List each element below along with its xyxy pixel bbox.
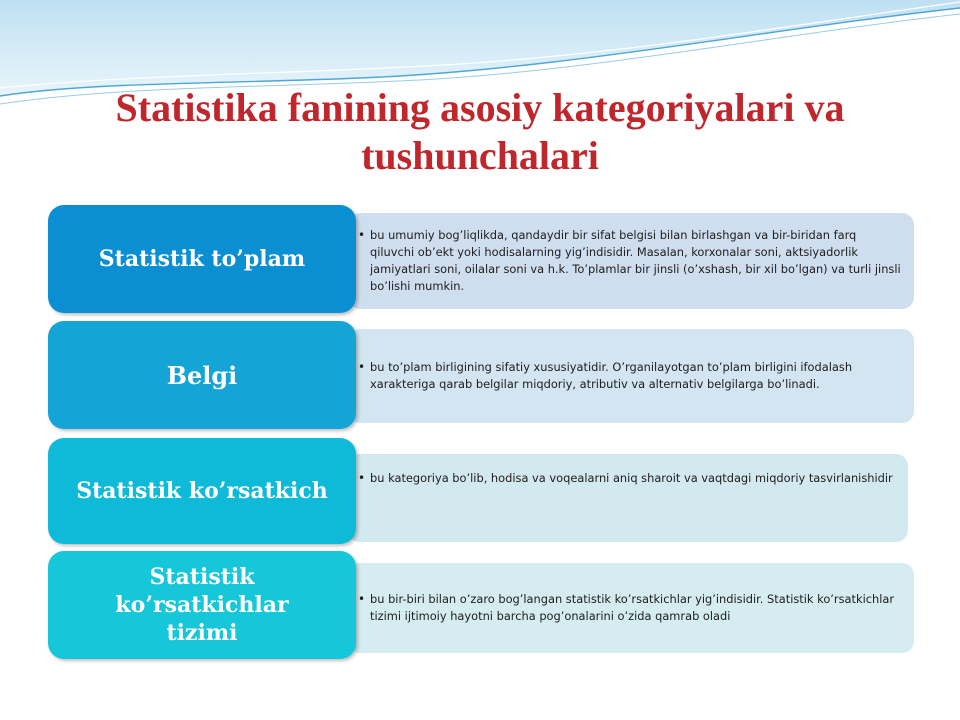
category-row-statistik-toplam [48, 205, 914, 313]
category-label-box [48, 205, 356, 313]
bullet-icon: • [358, 592, 366, 606]
category-description: bu to’plam birligining sifatiy xususiyatidir. O’rganilayotgan to’plam birligini ifodalash xarakteriga qarab belgilar miqdoriy, atributiv va alternativ belgilarga bo’linadi. [370, 360, 853, 391]
category-label-box [48, 551, 356, 659]
category-row-statistik-korsatkichlar-tizimi [48, 551, 914, 659]
category-label: Statistik ko’rsatkichlar tizimi [115, 564, 289, 646]
category-description-box [348, 563, 914, 653]
category-description-box [348, 213, 914, 309]
category-label: Statistik ko’rsatkich [76, 478, 328, 504]
category-label-box [48, 438, 356, 544]
category-description-box [348, 329, 914, 423]
category-label-box [48, 321, 356, 429]
slide-title: Statistika fanining asosiy kategoriyalari va tushunchalari [115, 85, 845, 178]
category-description: bu bir-biri bilan o’zaro bog’langan statistik ko’rsatkichlar yig’indisidir. Statistik ko’rsatkichlar tizimi ijtimoiy hayotni barcha pog’onalarini o’zida qamrab oladi [370, 592, 895, 623]
bullet-icon: • [358, 228, 366, 242]
category-row-statistik-korsatkich [48, 438, 914, 544]
category-label: Belgi [166, 360, 238, 390]
category-description-box [348, 454, 908, 542]
category-label: Statistik to’plam [98, 246, 306, 272]
category-description: bu umumiy bog’liqlikda, qandaydir bir sifat belgisi bilan birlashgan va bir-biridan farq qiluvchi ob’ekt yoki hodisalarning yig’indisidir. Masalan, korxonalar soni, aktsiyadorlik jamiyatlari soni, oilalar soni va h.k. To’plamlar bir jinsli (o’xshash, bir xil bo’lgan) va turli jinsli bo’lishi mumkin. [370, 228, 901, 293]
bullet-icon: • [358, 360, 366, 374]
category-description: bu kategoriya bo’lib, hodisa va voqealarni aniq sharoit va vaqtdagi miqdoriy tasvirlanishidir [370, 471, 893, 485]
bullet-icon: • [358, 471, 366, 485]
category-row-belgi [48, 321, 914, 429]
